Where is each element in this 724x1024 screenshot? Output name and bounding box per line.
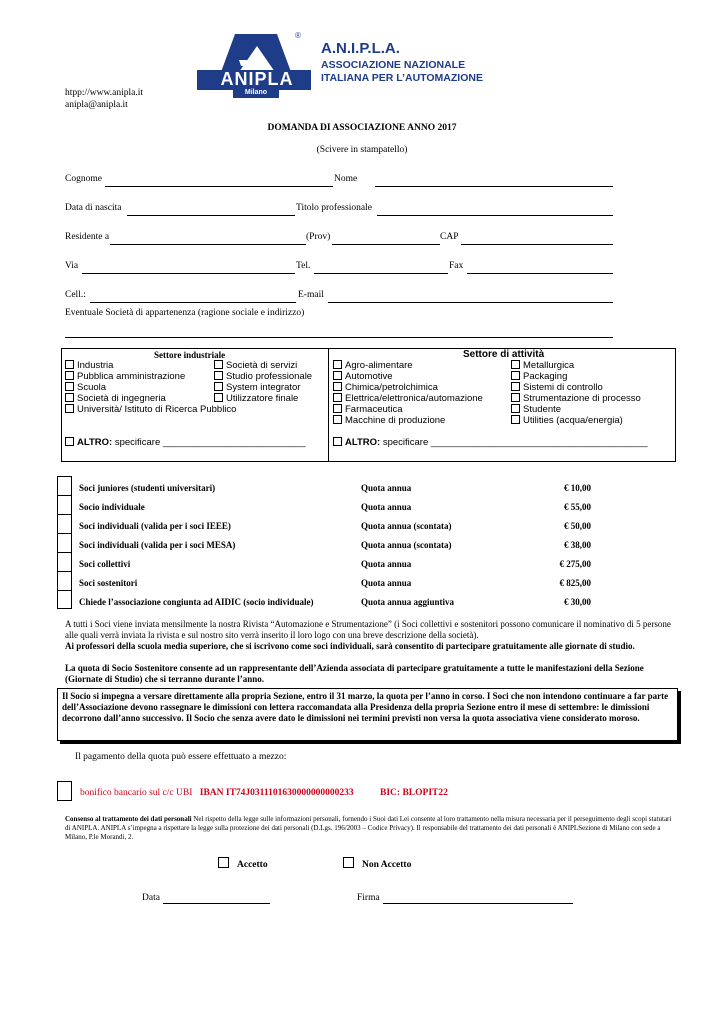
accept-option[interactable]	[218, 857, 268, 870]
cell-field[interactable]	[90, 302, 296, 303]
bic: BIC: BLOPIT22	[380, 788, 448, 798]
activity-sector-label: Metallurgica	[523, 360, 575, 371]
payment-intro: Il pagamento della quota può essere effettuato a mezzo:	[75, 752, 287, 762]
residente-field[interactable]	[110, 244, 306, 245]
altro-spec: specificare ___________________________	[112, 437, 306, 448]
payment-checkbox[interactable]	[57, 781, 72, 801]
form-title: DOMANDA DI ASSOCIAZIONE ANNO 2017	[267, 123, 457, 133]
quota-checkbox-separator	[57, 533, 72, 534]
activity-sector-item[interactable]	[511, 415, 623, 426]
checkbox[interactable]	[333, 393, 342, 402]
checkbox[interactable]	[333, 437, 342, 446]
checkbox[interactable]	[333, 360, 342, 369]
checkbox[interactable]	[333, 371, 342, 380]
activity-sector-item[interactable]	[333, 393, 483, 404]
cognome-field[interactable]	[105, 186, 333, 187]
accept-label: Accetto	[237, 860, 268, 870]
titolo-field[interactable]	[377, 215, 613, 216]
info-paragraph-professori: Ai professori della scuola media superiore, che si iscrivono come soci individuali, sarà consentito di partecipare gratuitamente alle giornate di studio.	[65, 641, 635, 651]
altro-spec: specificare _________________________________________	[380, 437, 648, 448]
quota-name: Socio individuale	[79, 502, 145, 512]
tel-field[interactable]	[314, 273, 448, 274]
activity-sector-item[interactable]	[511, 371, 567, 382]
logo-text: ANIPLA	[220, 69, 294, 89]
quota-amount: € 55,00	[564, 502, 591, 512]
industrial-sector-item[interactable]	[65, 404, 236, 415]
industrial-sector-item[interactable]	[214, 382, 300, 393]
activity-sector-item[interactable]	[511, 360, 574, 371]
cell-label: Cell.:	[65, 290, 86, 300]
industrial-sector-label: Società di servizi	[226, 360, 298, 371]
checkbox[interactable]	[65, 437, 74, 446]
quota-type: Quota annua aggiuntiva	[361, 597, 455, 607]
activity-sector-item[interactable]	[333, 371, 393, 382]
industrial-sector-item[interactable]	[65, 371, 185, 382]
titolo-label: Titolo professionale	[296, 203, 372, 213]
iban: IBAN IT74J0311101630000000000233	[199, 788, 354, 798]
industrial-sector-item[interactable]	[214, 371, 312, 382]
org-name-line2: ITALIANA PER L’AUTOMAZIONE	[321, 72, 483, 84]
cap-field[interactable]	[461, 244, 613, 245]
industrial-sector-label: Utilizzatore finale	[226, 393, 299, 404]
website-link[interactable]: htpp://www.anipla.it	[65, 88, 144, 98]
quota-type: Quota annua	[361, 483, 412, 493]
date-label: Data	[142, 893, 160, 903]
industrial-sector-item[interactable]	[65, 360, 113, 371]
data-nascita-label: Data di nascita	[65, 203, 122, 213]
quota-amount: € 275,00	[559, 559, 591, 569]
accept-checkbox[interactable]	[218, 857, 229, 868]
quota-amount: € 10,00	[564, 483, 591, 493]
data-nascita-field[interactable]	[127, 215, 295, 216]
fax-label: Fax	[449, 261, 464, 271]
email-field[interactable]	[328, 302, 613, 303]
logo-subtext: Milano	[244, 89, 268, 96]
signature-field[interactable]	[383, 903, 573, 904]
payment-method-text: bonifico bancario sul c/c UBI	[80, 788, 193, 798]
checkbox[interactable]	[511, 393, 520, 402]
date-field[interactable]	[163, 903, 270, 904]
via-field[interactable]	[82, 273, 295, 274]
quota-type: Quota annua (scontata)	[361, 540, 452, 550]
nome-field[interactable]	[375, 186, 613, 187]
activity-sector-title: Settore di attività	[463, 349, 545, 360]
reject-checkbox[interactable]	[343, 857, 354, 868]
form-subtitle: (Scivere in stampatello)	[316, 145, 408, 155]
consent-body: Nel rispetto della legge sulle informazioni personali, fornendo i Suoi dati Lei consente al loro trattamento nella misura necessaria per il perseguimento degli scopi statutari di ANIPLA. ANIPLA s’impegna a rispettare la legge sulla protezione dei dati personali (D.Lgs. 196/2003 – Codice Privacy). Il responsabile del trattamento dei dati personali è ANIPLSezione di Milano con sede a Milano, P.le Morandi, 2.	[65, 815, 672, 841]
quota-checkbox-separator	[57, 571, 72, 572]
quota-checkbox-separator	[57, 552, 72, 553]
industrial-sector-item[interactable]	[65, 393, 166, 404]
quota-name: Soci sostenitori	[79, 578, 138, 588]
notice-box	[57, 688, 678, 741]
activity-sector-label: Chimica/petrolchimica	[345, 382, 438, 393]
email-label: E-mail	[298, 290, 324, 300]
industrial-sector-label: Studio professionale	[226, 371, 313, 382]
activity-sector-label: Utilities (acqua/energia)	[523, 415, 623, 426]
activity-sector-label: Packaging	[523, 371, 568, 382]
quota-name: Soci individuali (valida per i soci MESA)	[79, 540, 236, 550]
nome-label: Nome	[334, 174, 358, 184]
residente-label: Residente a	[65, 232, 110, 242]
quota-amount: € 825,00	[559, 578, 591, 588]
checkbox[interactable]	[214, 382, 223, 391]
cap-label: CAP	[440, 232, 459, 242]
activity-sector-label: Elettrica/elettronica/automazione	[345, 393, 483, 404]
checkbox[interactable]	[333, 382, 342, 391]
anipla-logo	[195, 32, 317, 98]
activity-sector-item[interactable]	[333, 404, 403, 415]
altro-label: ALTRO:	[345, 437, 381, 448]
reject-label: Non Accetto	[362, 860, 412, 870]
consent-title: Consenso al trattamento dei dati personali	[65, 815, 192, 823]
activity-sector-label: Agro-alimentare	[345, 360, 413, 371]
sector-divider	[328, 348, 329, 462]
info-paragraph-rivista: A tutti i Soci viene inviata mensilmente la nostra Rivista “Automazione e Strumentazione” (i Soci collettivi e sostenitori possono comunicare il nominativo di 5 persone alle quali verrà inviata la rivista e sul nostro sito verrà inserito il loro logo con una breve descrizione della società).	[65, 619, 671, 640]
email-link[interactable]: anipla@anipla.it	[65, 100, 128, 110]
activity-sector-item[interactable]	[511, 393, 641, 404]
fax-field[interactable]	[467, 273, 613, 274]
industrial-sector-label: Società di ingegneria	[77, 393, 166, 404]
altro-label: ALTRO:	[77, 437, 113, 448]
quota-amount: € 38,00	[564, 540, 591, 550]
industrial-sector-label: System integrator	[226, 382, 301, 393]
notice-text: Il Socio si impegna a versare direttamente alla propria Sezione, entro il 31 marzo, la quota per l’anno in corso. I Soci che non intendono continuare a far parte dell’Associazione devono rassegnare le dimissioni con lettera raccomandata alla Presidenza della propria Sezione entro il mese di settembre: le dimissioni decorrono dall’anno successivo. Il Socio che senza avere dato le dimissioni nei termini previsti non versa la quota associativa viene considerato moroso.	[62, 691, 669, 723]
quota-type: Quota annua	[361, 502, 412, 512]
checkbox[interactable]	[65, 404, 74, 413]
societa-field[interactable]	[65, 337, 613, 338]
checkbox[interactable]	[65, 360, 74, 369]
societa-label: Eventuale Società di appartenenza (ragione sociale e indirizzo)	[65, 308, 305, 318]
activity-sector-label: Sistemi di controllo	[523, 382, 603, 393]
quota-amount: € 30,00	[564, 597, 591, 607]
consent-text	[65, 815, 677, 842]
activity-sector-item[interactable]	[333, 382, 438, 393]
quota-checkbox-separator	[57, 590, 72, 591]
tel-label: Tel.	[296, 261, 311, 271]
altro-industrial[interactable]	[65, 437, 306, 448]
industrial-sector-label: Università/ Istituto di Ricerca Pubblico	[77, 404, 237, 415]
org-short-name: A.N.I.P.L.A.	[321, 40, 400, 57]
cognome-label: Cognome	[65, 174, 102, 184]
quota-amount: € 50,00	[564, 521, 591, 531]
industrial-sector-label: Pubblica amministrazione	[77, 371, 186, 382]
industrial-sector-item[interactable]	[214, 360, 297, 371]
checkbox[interactable]	[511, 415, 520, 424]
quota-name: Soci individuali (valida per i soci IEEE)	[79, 521, 231, 531]
industrial-sector-label: Scuola	[77, 382, 107, 393]
checkbox[interactable]	[511, 371, 520, 380]
activity-sector-label: Farmaceutica	[345, 404, 403, 415]
registered-mark: ®	[295, 31, 301, 40]
checkbox[interactable]	[511, 360, 520, 369]
checkbox[interactable]	[65, 371, 74, 380]
checkbox[interactable]	[65, 382, 74, 391]
industrial-sector-item[interactable]	[65, 382, 106, 393]
activity-sector-item[interactable]	[333, 415, 445, 426]
activity-sector-item[interactable]	[511, 404, 561, 415]
activity-sector-label: Macchine di produzione	[345, 415, 446, 426]
industrial-sector-item[interactable]	[214, 393, 298, 404]
checkbox[interactable]	[214, 360, 223, 369]
altro-activity[interactable]	[333, 437, 648, 448]
activity-sector-label: Strumentazione di processo	[523, 393, 641, 404]
reject-option[interactable]	[343, 857, 411, 870]
quota-checkbox-separator	[57, 495, 72, 496]
prov-field[interactable]	[332, 244, 440, 245]
checkbox[interactable]	[511, 382, 520, 391]
activity-sector-item[interactable]	[333, 360, 413, 371]
checkbox[interactable]	[214, 393, 223, 402]
prov-label: (Prov)	[306, 232, 331, 242]
quota-type: Quota annua	[361, 578, 412, 588]
activity-sector-label: Automotive	[345, 371, 393, 382]
signature-label: Firma	[357, 893, 380, 903]
via-label: Via	[65, 261, 79, 271]
checkbox[interactable]	[333, 404, 342, 413]
checkbox[interactable]	[65, 393, 74, 402]
activity-sector-item[interactable]	[511, 382, 603, 393]
activity-sector-label: Studente	[523, 404, 562, 415]
checkbox[interactable]	[214, 371, 223, 380]
info-paragraph-sostenitore: La quota di Socio Sostenitore consente ad un rappresentante dell’Azienda associata di partecipare gratuitamente a tutte le manifestazioni della Sezione (Giornate di Studio) che si terranno durante l’anno.	[65, 663, 644, 684]
checkbox[interactable]	[333, 415, 342, 424]
quota-name: Chiede l’associazione congiunta ad AIDIC (socio individuale)	[79, 597, 314, 607]
quota-type: Quota annua	[361, 559, 412, 569]
quota-name: Soci collettivi	[79, 559, 131, 569]
quota-checkbox-separator	[57, 514, 72, 515]
industrial-sector-label: Industria	[77, 360, 114, 371]
quota-name: Soci juniores (studenti universitari)	[79, 483, 216, 493]
checkbox[interactable]	[511, 404, 520, 413]
industrial-sector-title: Settore industriale	[154, 350, 226, 360]
org-name-line1: ASSOCIAZIONE NAZIONALE	[321, 59, 466, 71]
quota-type: Quota annua (scontata)	[361, 521, 452, 531]
payment-method	[80, 788, 448, 798]
